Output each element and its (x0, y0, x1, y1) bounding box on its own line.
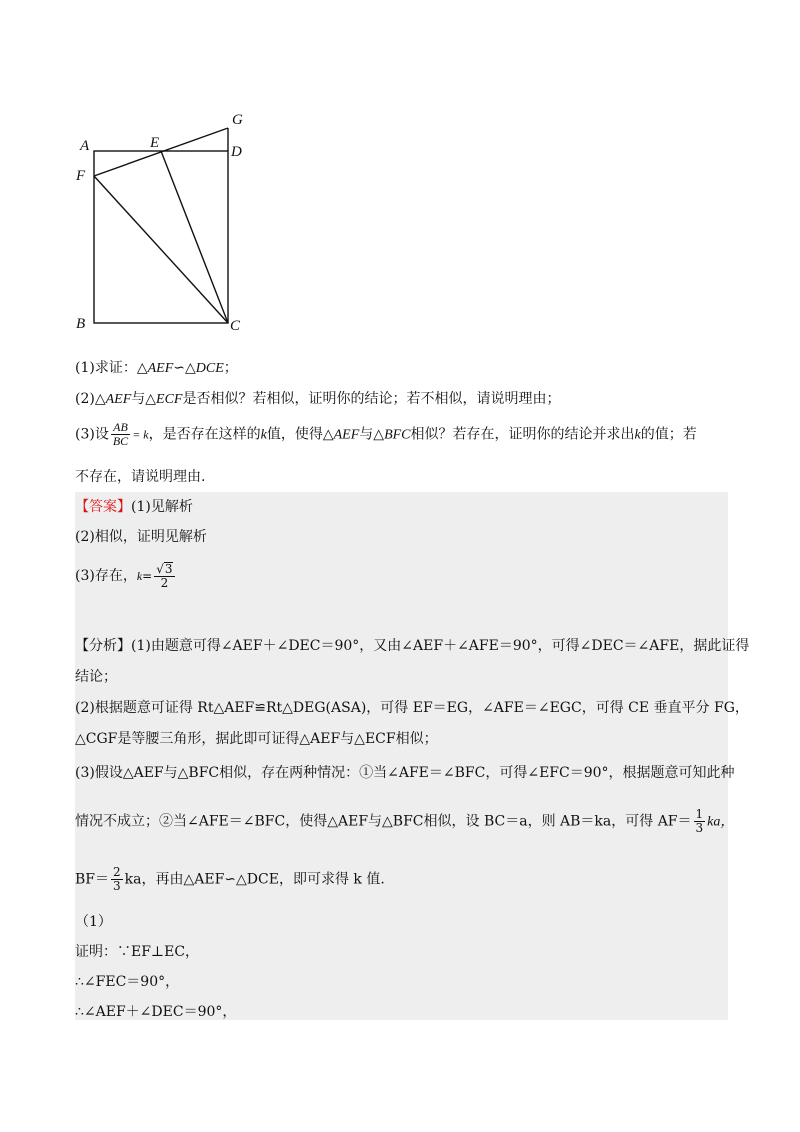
question-3-line-2: 不存在，请说明理由. (75, 469, 206, 485)
label-g: G (232, 112, 243, 128)
answer-line-2: (2)相似，证明见解析 (75, 529, 207, 545)
analysis-line-7: BF＝ $\frac{2}{3}$ ka，再由△AEF∽△DCE，即可求得 k 值. (75, 865, 385, 893)
answer-line-1: 【答案】(1)见解析 (75, 499, 193, 515)
label-b: B (76, 316, 86, 332)
label-c: C (230, 318, 241, 334)
proof-part-1: （1） (75, 914, 112, 930)
analysis-line-3: (2)根据题意可证得 Rt△AEF≌Rt△DEG(ASA)，可得 EF＝EG，∠AFE＝∠EGC，可得 CE 垂直平分 FG， (75, 700, 749, 716)
proof-line-2: ∴∠FEC＝90°， (75, 974, 180, 990)
question-1: (1)求证：△AEF∽△DCE； (75, 360, 238, 376)
answer-line-3: (3)存在，k= $\frac{√3}{2}$ (75, 562, 173, 590)
analysis-line-2: 结论； (75, 669, 117, 685)
analysis-line-4: △CGF是等腰三角形，据此即可证得△AEF与△ECF相似； (75, 731, 438, 747)
fraction-ab-bc: $\frac{AB}{BC}$ (112, 420, 129, 448)
question-2: (2)△AEF与△ECF是否相似？若相似，证明你的结论；若不相似，请说明理由； (75, 391, 561, 407)
fraction-sqrt3-2: $\frac{√3}{2}$ (156, 562, 173, 590)
analysis-line-5: (3)假设△AEF与△BFC相似，存在两种情况：①当∠AFE＝∠BFC，可得∠EFC＝90°，根据题意可知此种 (75, 765, 735, 781)
label-e: E (150, 135, 160, 151)
square-abcd (94, 151, 228, 323)
segment-fc (94, 176, 228, 323)
question-3: (3)设 $\frac{AB}{BC}$ = k，是否存在这样的k值，使得△AEF与△BFC相似？若存在，证明你的结论并求出k的值；若 (75, 420, 697, 448)
fraction-one-third: $\frac{1}{3}$ (695, 807, 704, 835)
analysis-line-1: 【分析】(1)由题意可得∠AEF＋∠DEC＝90°，又由∠AEF＋∠AFE＝90°，可得∠DEC＝∠AFE，据此证得 (75, 638, 750, 654)
fraction-two-thirds: $\frac{2}{3}$ (113, 865, 121, 893)
segment-ec (161, 151, 228, 323)
label-d: D (231, 144, 242, 160)
analysis-line-6: 情况不成立；②当∠AFE＝∠BFC，使得△AEF与△BFC相似，设 BC＝a，则 AB＝ka，可得 AF＝ $\frac{1}{3}$ ka， (75, 807, 735, 835)
answer-tag: 【答案】 (75, 499, 131, 515)
proof-line-1: 证明：∵EF⊥EC， (75, 944, 200, 960)
label-f: F (76, 168, 86, 184)
geometry-figure (70, 106, 260, 336)
geometry-diagram (70, 106, 260, 336)
label-a: A (80, 138, 90, 154)
proof-line-3: ∴∠AEF＋∠DEC＝90°， (75, 1004, 237, 1020)
